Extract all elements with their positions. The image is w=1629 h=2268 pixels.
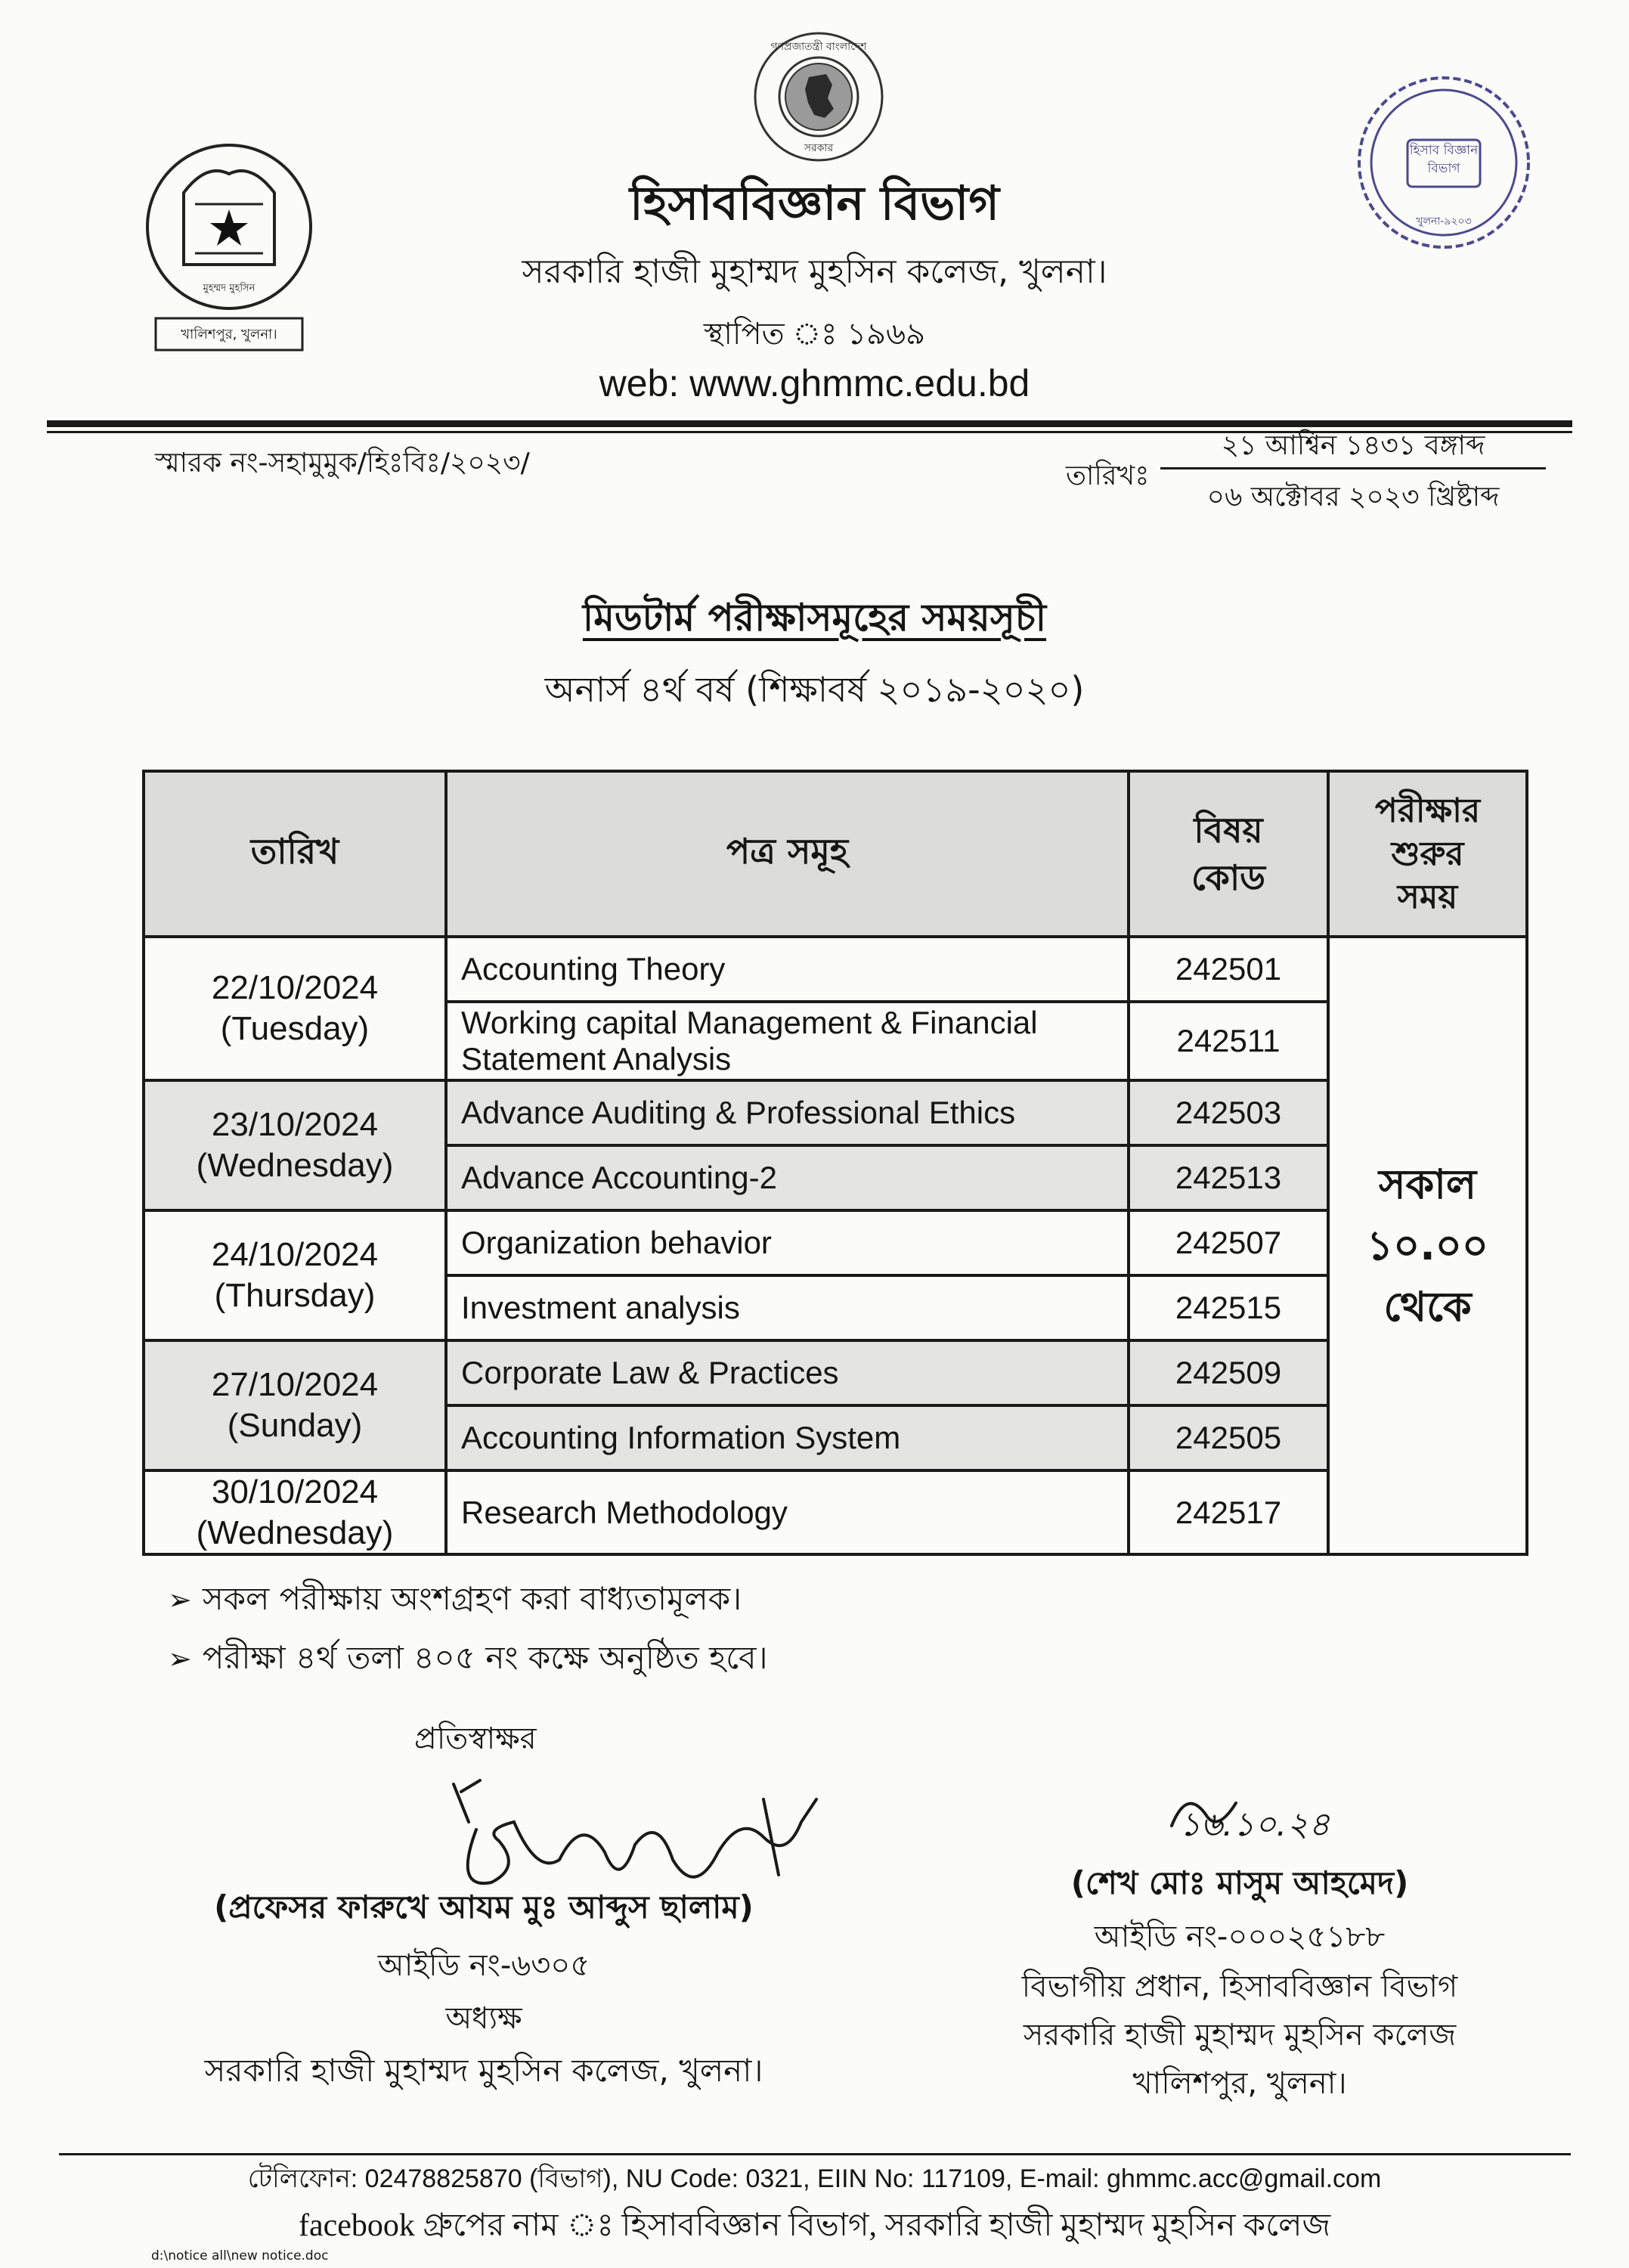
website-link[interactable]: web: www.ghmmc.edu.bd: [599, 362, 1030, 404]
head-designation: বিভাগীয় প্রধান, হিসাববিজ্ঞান বিভাগ: [1021, 1969, 1458, 2004]
subject-code-cell: 242501: [1129, 937, 1328, 1002]
table-row: [144, 1080, 1527, 1145]
column-header-papers: পত্র সমূহ: [446, 771, 1129, 937]
arrow-bullet-icon: ➢: [168, 1642, 192, 1675]
svg-text:সরকার: সরকার: [804, 142, 834, 154]
footer-divider: [59, 2153, 1571, 2155]
svg-text:মুহম্মদ মুহসিন: মুহম্মদ মুহসিন: [203, 283, 255, 294]
table-row: [144, 1210, 1527, 1275]
exam-date-cell: 24/10/2024 (Thursday): [144, 1210, 446, 1340]
subject-code-cell: 242509: [1129, 1340, 1328, 1405]
logo-caption: খালিশপুর, খুলনা।: [181, 327, 277, 342]
note-item: ➢ পরীক্ষা ৪র্থ তলা ৪০৫ নং কক্ষে অনুষ্ঠিত হবে।: [168, 1639, 768, 1676]
table-row: [144, 1340, 1527, 1405]
subject-code-cell: 242515: [1129, 1275, 1328, 1340]
table-header-row: [144, 771, 1527, 937]
exam-schedule-table: [142, 770, 1528, 1556]
subject-code-cell: 242513: [1129, 1145, 1328, 1210]
department-seal-text: হিসাব বিজ্ঞান বিভাগ: [1409, 143, 1479, 176]
head-institution: সরকারি হাজী মুহাম্মদ মুহসিন কলেজ: [1023, 2018, 1457, 2053]
college-name: সরকারি হাজী মুহাম্মদ মুহসিন কলেজ, খুলনা।: [522, 253, 1107, 291]
subject-code-cell: 242505: [1129, 1405, 1328, 1470]
head-id: আইডি নং-০০০২৫১৮৮: [1094, 1919, 1386, 1954]
department-title: হিসাববিজ্ঞান বিভাগ: [630, 175, 999, 231]
subject-cell: Investment analysis: [446, 1275, 1129, 1340]
principal-id: আইডি নং-৬৩০৫: [377, 1948, 590, 1983]
date-gregorian: ০৬ অক্টোবর ২০২৩ খ্রিষ্টাব্দ: [1206, 482, 1500, 513]
principal-name: (প্রফেসর ফারুখে আযম মুঃ আব্দুস ছালাম): [214, 1888, 754, 1926]
handwritten-date: ১৬.১০.২৪: [1179, 1805, 1330, 1844]
date-divider: [1160, 467, 1546, 469]
subject-code-cell: 242507: [1129, 1210, 1328, 1275]
head-name: (শেখ মোঃ মাসুম আহমেদ): [1070, 1864, 1409, 1901]
footer-contact: টেলিফোন: 02478825870 (বিভাগ), NU Code: 0321, EIIN No: 117109, E-mail: ghmmc.acc@gmail.com: [247, 2164, 1382, 2193]
table-row: [144, 937, 1527, 1002]
subject-code-cell: 242503: [1129, 1080, 1328, 1145]
subject-cell: Accounting Information System: [446, 1405, 1129, 1470]
exam-date-cell: 27/10/2024 (Sunday): [144, 1340, 446, 1470]
footer-facebook: facebook গ্রুপের নাম ঃ হিসাববিজ্ঞান বিভাগ, সরকারি হাজী মুহাম্মদ মুহসিন কলেজ: [298, 2208, 1331, 2243]
arrow-bullet-icon: ➢: [168, 1583, 192, 1616]
subject-cell: Research Methodology: [446, 1470, 1129, 1554]
exam-date-cell: 30/10/2024 (Wednesday): [144, 1470, 446, 1554]
government-seal: [752, 30, 885, 163]
date-bangla: ২১ আশ্বিন ১৪৩১ বঙ্গাব্দ: [1221, 430, 1485, 461]
subject-code-cell: 242517: [1129, 1470, 1328, 1554]
schedule-title: মিডটার্ম পরীক্ষাসমূহের সময়সূচী: [582, 596, 1047, 640]
exam-date-cell: 23/10/2024 (Wednesday): [144, 1080, 446, 1210]
svg-text:খুলনা-৯২০৩: খুলনা-৯২০৩: [1416, 215, 1472, 228]
file-path: d:\notice all\new notice.doc: [151, 2248, 329, 2263]
svg-text:গণপ্রজাতন্ত্রী বাংলাদেশ: গণপ্রজাতন্ত্রী বাংলাদেশ: [770, 41, 867, 53]
subject-cell: Advance Auditing & Professional Ethics: [446, 1080, 1129, 1145]
subject-cell: Advance Accounting-2: [446, 1145, 1129, 1210]
schedule-subtitle: অনার্স ৪র্থ বর্ষ (শিক্ষাবর্ষ ২০১৯-২০২০): [544, 669, 1085, 710]
countersign-label: প্রতিস্বাক্ষর: [414, 1721, 537, 1756]
subject-cell: Corporate Law & Practices: [446, 1340, 1129, 1405]
exam-date-cell: 22/10/2024 (Tuesday): [144, 937, 446, 1080]
date-label: তারিখঃ: [1066, 460, 1150, 491]
start-time-cell: সকাল ১০.০০ থেকে: [1328, 937, 1527, 1554]
subject-cell: Organization behavior: [446, 1210, 1129, 1275]
column-header-date: তারিখ: [144, 771, 446, 937]
table-row: [144, 1470, 1527, 1554]
column-header-code: বিষয় কোড: [1129, 771, 1328, 937]
subject-code-cell: 242511: [1129, 1002, 1328, 1080]
established-year: স্থাপিত ঃ ১৯৬৯: [703, 317, 926, 352]
memo-reference: স্মারক নং-সহামুমুক/হিঃবিঃ/২০২৩/: [155, 448, 530, 479]
column-header-start-time: পরীক্ষার শুরুর সময়: [1328, 771, 1527, 937]
head-location: খালিশপুর, খুলনা।: [1132, 2066, 1347, 2101]
principal-designation: অধ্যক্ষ: [445, 2001, 522, 2036]
note-item: ➢ সকল পরীক্ষায় অংশগ্রহণ করা বাধ্যতামূলক।: [168, 1580, 742, 1617]
principal-institution: সরকারি হাজী মুহাম্মদ মুহসিন কলেজ, খুলনা।: [204, 2052, 763, 2089]
subject-cell: Accounting Theory: [446, 937, 1129, 1002]
subject-cell: Working capital Management & Financial Statement Analysis: [446, 1002, 1129, 1080]
